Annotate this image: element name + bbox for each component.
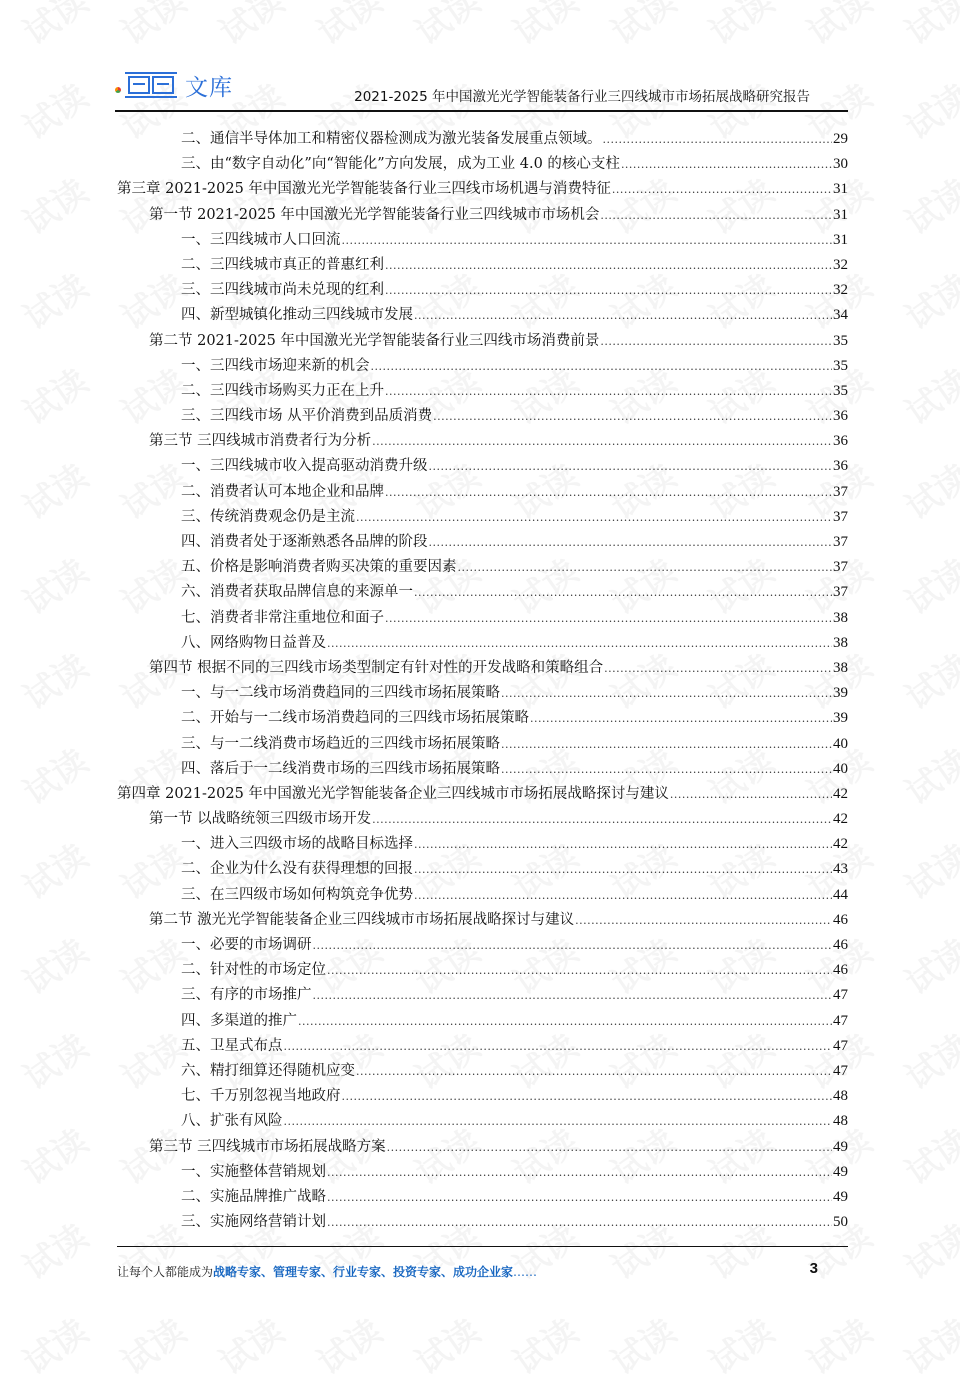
toc-leader-dots: [372, 807, 832, 832]
toc-entry-page: 31: [833, 181, 848, 198]
toc-entry-page: 38: [833, 609, 848, 626]
toc-entry-page: 37: [833, 584, 848, 601]
toc-leader-dots: [327, 1160, 832, 1185]
toc-entry-title: 一、实施整体营销规划: [181, 1163, 326, 1180]
toc-entry-title: 四、新型城镇化推动三四线城市发展: [181, 307, 413, 324]
toc-section[interactable]: [117, 807, 848, 832]
watermark-text: [12, 260, 96, 339]
toc-entry-page: 47: [833, 987, 848, 1004]
watermark-text: [502, 0, 586, 54]
toc-entry-title: 第三节 三四线城市市场拓展战略方案: [149, 1138, 386, 1155]
watermark-text: [12, 830, 96, 909]
toc-entry-page: 37: [833, 534, 848, 550]
toc-subsection[interactable]: [117, 555, 848, 580]
toc-subsection[interactable]: [117, 606, 848, 631]
toc-subsection[interactable]: [117, 379, 848, 404]
footer-slogan: [117, 1263, 537, 1280]
toc-entry-title: 六、精打细算还得随机应变: [181, 1062, 355, 1079]
toc-entry-title: 八、网络购物日益普及: [181, 634, 326, 651]
toc-subsection[interactable]: [117, 454, 848, 479]
toc-entry-title: 一、三四线城市人口回流: [181, 231, 341, 248]
toc-leader-dots: [429, 454, 833, 479]
watermark-text: [894, 735, 960, 814]
toc-entry-title: 二、三四线城市真正的普惠红利: [181, 256, 384, 273]
toc-entry-page: 38: [833, 659, 848, 676]
watermark-text: [894, 70, 960, 149]
watermark-text: [894, 260, 960, 339]
document-title: 2021-2025 年中国激光光学智能装备行业三四线城市市场拓展战略研究报告: [354, 89, 810, 105]
toc-subsection[interactable]: [117, 1059, 848, 1084]
toc-entry-page: 35: [833, 382, 848, 399]
toc-entry-page: 42: [833, 836, 848, 853]
toc-subsection[interactable]: [117, 983, 848, 1008]
toc-leader-dots: [612, 177, 832, 202]
logo-mark-icon: [125, 72, 177, 98]
footer-ellipsis: ……: [513, 1265, 538, 1279]
toc-entry-page: 49: [833, 1163, 848, 1180]
toc-leader-dots: [327, 1185, 832, 1210]
toc-entry-title: 二、消费者认可本地企业和品牌: [181, 483, 384, 500]
toc-entry-title: 七、千万别忽视当地政府: [181, 1088, 341, 1105]
watermark-text: [894, 355, 960, 434]
toc-entry-page: 29: [833, 131, 848, 147]
toc-subsection[interactable]: [117, 1109, 848, 1134]
toc-subsection[interactable]: [117, 1084, 848, 1109]
footer-highlight: 战略专家、管理专家、行业专家、投资专家、成功企业家: [213, 1265, 514, 1279]
watermark-text: [404, 0, 488, 54]
toc-section[interactable]: [117, 329, 848, 354]
toc-entry-title: 第二节 激光光学智能装备企业三四线城市市场拓展战略探讨与建议: [149, 911, 575, 928]
toc-subsection[interactable]: [117, 253, 848, 278]
page-header: [115, 68, 848, 112]
toc-entry-title: 三、三四线市场 从平价消费到品质消费: [181, 408, 433, 425]
toc-entry-title: 二、针对性的市场定位: [181, 962, 326, 979]
watermark-text: [894, 830, 960, 909]
toc-entry-title: 七、消费者非常注重地位和面子: [181, 609, 384, 626]
toc-entry-page: 42: [833, 785, 848, 802]
toc-entry-page: 38: [833, 634, 848, 651]
toc-entry-page: 36: [833, 458, 848, 475]
watermark-text: [894, 165, 960, 244]
watermark-text: [894, 640, 960, 719]
toc-entry-page: 37: [833, 508, 848, 525]
toc-entry-title: 八、扩张有风险: [181, 1113, 283, 1130]
toc-entry-title: 二、开始与一二线市场消费趋同的三四线市场拓展策略: [181, 710, 529, 727]
toc-entry-title: 四、多渠道的推广: [181, 1012, 297, 1029]
toc-subsection[interactable]: [117, 857, 848, 882]
toc-entry-page: 46: [833, 937, 848, 953]
toc-entry-page: 39: [833, 710, 848, 727]
toc-subsection[interactable]: [117, 1160, 848, 1185]
toc-leader-dots: [575, 908, 832, 933]
toc-leader-dots: [433, 404, 832, 429]
watermark-text: [894, 0, 960, 54]
toc-subsection[interactable]: [117, 505, 848, 530]
toc-entry-title: 二、企业为什么没有获得理想的回报: [181, 861, 413, 878]
toc-leader-dots: [356, 1059, 832, 1084]
toc-leader-dots: [327, 958, 832, 983]
toc-leader-dots: [371, 354, 833, 379]
toc-leader-dots: [385, 253, 832, 278]
watermark-text: [600, 1305, 684, 1384]
toc-entry-title: 三、由“数字自动化”向“智能化”方向发展，成为工业 4.0 的核心支柱: [181, 156, 620, 173]
toc-entry-title: 二、通信半导体加工和精密仪器检测成为激光装备发展重点领域。: [181, 131, 602, 147]
toc-entry-title: 三、在三四级市场如何构筑竞争优势: [181, 886, 413, 903]
watermark-text: [110, 1305, 194, 1384]
toc-entry-title: 第三章 2021-2025 年中国激光光学智能装备行业三四线市场机遇与消费特征: [117, 181, 611, 198]
watermark-text: [894, 1020, 960, 1099]
toc-leader-dots: [313, 983, 833, 1008]
toc-leader-dots: [387, 1135, 832, 1160]
toc-subsection[interactable]: [117, 480, 848, 505]
toc-leader-dots: [284, 1034, 833, 1059]
toc-section[interactable]: [117, 656, 848, 681]
toc-subsection[interactable]: [117, 404, 848, 429]
toc-section[interactable]: [117, 429, 848, 454]
logo-dot-icon: [115, 87, 121, 93]
toc-subsection[interactable]: [117, 354, 848, 379]
toc-entry-title: 一、三四线城市收入提高驱动消费升级: [181, 458, 428, 475]
toc-entry-title: 第一节 2021-2025 年中国激光光学智能装备行业三四线城市市场机会: [149, 206, 600, 223]
toc-leader-dots: [429, 530, 833, 555]
toc-chapter[interactable]: [117, 177, 848, 202]
toc-leader-dots: [372, 429, 832, 454]
watermark-text: [208, 0, 292, 54]
toc-entry-page: 46: [833, 911, 848, 928]
toc-entry-title: 第四节 根据不同的三四线市场类型制定有针对性的开发战略和策略组合: [149, 659, 604, 676]
toc-entry-page: 47: [833, 1012, 848, 1029]
logo: [115, 70, 233, 100]
toc-subsection[interactable]: [117, 883, 848, 908]
watermark-text: [502, 1305, 586, 1384]
watermark-text: [12, 1210, 96, 1289]
toc-leader-dots: [600, 203, 832, 228]
toc-entry-page: 48: [833, 1113, 848, 1130]
toc-leader-dots: [501, 732, 832, 757]
watermark-text: [12, 0, 96, 54]
toc-entry-page: 40: [833, 760, 848, 777]
toc-subsection[interactable]: [117, 681, 848, 706]
toc-leader-dots: [600, 329, 832, 354]
toc-entry-page: 47: [833, 1062, 848, 1079]
toc-subsection[interactable]: [117, 530, 848, 555]
watermark-text: [894, 1115, 960, 1194]
toc-entry-title: 一、三四线市场迎来新的机会: [181, 357, 370, 374]
toc-leader-dots: [313, 933, 833, 958]
toc-subsection[interactable]: [117, 278, 848, 303]
toc-leader-dots: [414, 832, 832, 857]
toc-entry-title: 六、消费者获取品牌信息的来源单一: [181, 584, 413, 601]
toc-subsection[interactable]: [117, 732, 848, 757]
watermark-text: [12, 355, 96, 434]
toc-entry-page: 31: [833, 206, 848, 223]
toc-entry-title: 三、有序的市场推广: [181, 987, 312, 1004]
watermark-text: [12, 640, 96, 719]
toc-entry-page: 43: [833, 861, 848, 878]
page-number: 3: [809, 1260, 818, 1277]
toc-entry-title: 四、消费者处于逐渐熟悉各品牌的阶段: [181, 534, 428, 550]
toc-entry-title: 三、传统消费观念仍是主流: [181, 508, 355, 525]
toc-section[interactable]: [117, 908, 848, 933]
toc-leader-dots: [385, 480, 832, 505]
toc-entry-page: 46: [833, 962, 848, 979]
toc-entry-title: 二、三四线市场购买力正在上升: [181, 382, 384, 399]
toc-leader-dots: [327, 1210, 832, 1235]
toc-entry-page: 39: [833, 685, 848, 702]
watermark-text: [894, 1210, 960, 1289]
toc-subsection[interactable]: [117, 127, 848, 152]
watermark-text: [12, 1305, 96, 1384]
toc-leader-dots: [327, 631, 832, 656]
toc-leader-dots: [356, 505, 832, 530]
toc-entry-title: 第三节 三四线城市消费者行为分析: [149, 433, 372, 450]
toc-entry-page: 30: [833, 156, 848, 173]
toc-entry-title: 三、三四线城市尚未兑现的红利: [181, 282, 384, 299]
logo-text: 文库: [185, 74, 233, 101]
watermark-text: [208, 1305, 292, 1384]
toc-entry-page: 34: [833, 307, 848, 324]
toc-entry-page: 36: [833, 408, 848, 425]
toc-entry-page: 32: [833, 256, 848, 273]
toc-entry-title: 二、实施品牌推广战略: [181, 1188, 326, 1205]
toc-entry-title: 三、与一二线消费市场趋近的三四线市场拓展策略: [181, 735, 500, 752]
watermark-text: [698, 1305, 782, 1384]
toc-leader-dots: [385, 379, 832, 404]
toc-entry-title: 一、进入三四级市场的战略目标选择: [181, 836, 413, 853]
toc-entry-title: 一、必要的市场调研: [181, 937, 312, 953]
toc-leader-dots: [385, 606, 832, 631]
toc-leader-dots: [414, 303, 832, 328]
watermark-text: [12, 925, 96, 1004]
toc-entry-page: 48: [833, 1088, 848, 1105]
toc-entry-page: 47: [833, 1037, 848, 1054]
toc-section[interactable]: [117, 203, 848, 228]
watermark-text: [698, 0, 782, 54]
watermark-text: [12, 450, 96, 529]
toc-leader-dots: [414, 857, 832, 882]
toc-entry-page: 37: [833, 559, 848, 576]
watermark-text: [12, 1020, 96, 1099]
toc-entry-page: 35: [833, 332, 848, 349]
toc-leader-dots: [670, 782, 832, 807]
watermark-text: [796, 0, 880, 54]
toc-entry-page: 42: [833, 811, 848, 828]
toc-leader-dots: [501, 757, 832, 782]
toc-subsection[interactable]: [117, 958, 848, 983]
toc-leader-dots: [604, 656, 832, 681]
watermark-text: [12, 735, 96, 814]
toc-entry-title: 一、与一二线市场消费趋同的三四线市场拓展策略: [181, 685, 500, 702]
table-of-contents: [117, 127, 848, 1235]
toc-entry-page: 36: [833, 433, 848, 450]
toc-leader-dots: [414, 883, 832, 908]
watermark-text: [404, 1305, 488, 1384]
toc-subsection[interactable]: [117, 832, 848, 857]
toc-entry-page: 49: [833, 1188, 848, 1205]
watermark-text: [12, 70, 96, 149]
toc-leader-dots: [501, 681, 832, 706]
toc-entry-page: 37: [833, 483, 848, 500]
watermark-text: [894, 925, 960, 1004]
toc-entry-title: 第二节 2021-2025 年中国激光光学智能装备行业三四线市场消费前景: [149, 332, 600, 349]
watermark-text: [796, 1305, 880, 1384]
toc-leader-dots: [284, 1109, 833, 1134]
watermark-text: [12, 165, 96, 244]
toc-entry-title: 三、实施网络营销计划: [181, 1214, 326, 1231]
toc-subsection[interactable]: [117, 1009, 848, 1034]
watermark-text: [600, 0, 684, 54]
toc-entry-page: 32: [833, 282, 848, 299]
toc-leader-dots: [385, 278, 832, 303]
page-footer: [117, 1246, 848, 1279]
toc-entry-title: 第四章 2021-2025 年中国激光光学智能装备企业三四线城市市场拓展战略探讨与建议: [117, 785, 669, 802]
toc-subsection[interactable]: [117, 706, 848, 731]
watermark-text: [306, 1305, 390, 1384]
watermark-text: [894, 450, 960, 529]
watermark-text: [12, 1115, 96, 1194]
toc-section[interactable]: [117, 1135, 848, 1160]
toc-leader-dots: [298, 1009, 832, 1034]
toc-chapter[interactable]: [117, 782, 848, 807]
watermark-text: [894, 1305, 960, 1384]
watermark-text: [110, 0, 194, 54]
toc-entry-page: 44: [833, 886, 848, 903]
watermark-text: [306, 0, 390, 54]
toc-subsection[interactable]: [117, 1210, 848, 1235]
toc-subsection[interactable]: [117, 1185, 848, 1210]
toc-subsection[interactable]: [117, 580, 848, 605]
toc-leader-dots: [342, 228, 833, 253]
toc-subsection[interactable]: [117, 228, 848, 253]
watermark-text: [894, 545, 960, 624]
toc-entry-page: 50: [833, 1214, 848, 1231]
toc-entry-page: 31: [833, 231, 848, 248]
toc-leader-dots: [603, 127, 833, 152]
toc-subsection[interactable]: [117, 933, 848, 958]
toc-leader-dots: [530, 706, 832, 731]
toc-subsection[interactable]: [117, 152, 848, 177]
toc-entry-title: 五、价格是影响消费者购买决策的重要因素: [181, 559, 457, 576]
toc-leader-dots: [414, 580, 832, 605]
toc-entry-title: 四、落后于一二线消费市场的三四线市场拓展策略: [181, 760, 500, 777]
toc-subsection[interactable]: [117, 1034, 848, 1059]
toc-subsection[interactable]: [117, 757, 848, 782]
toc-entry-title: 第一节 以战略统领三四级市场开发: [149, 811, 372, 828]
toc-leader-dots: [458, 555, 833, 580]
toc-leader-dots: [621, 152, 832, 177]
toc-entry-title: 五、卫星式布点: [181, 1037, 283, 1054]
toc-subsection[interactable]: [117, 631, 848, 656]
toc-entry-page: 40: [833, 735, 848, 752]
footer-prefix: 让每个人都能成为: [117, 1265, 214, 1279]
toc-entry-page: 49: [833, 1138, 848, 1155]
toc-subsection[interactable]: [117, 303, 848, 328]
toc-leader-dots: [342, 1084, 833, 1109]
toc-entry-page: 35: [833, 357, 848, 374]
watermark-text: [12, 545, 96, 624]
